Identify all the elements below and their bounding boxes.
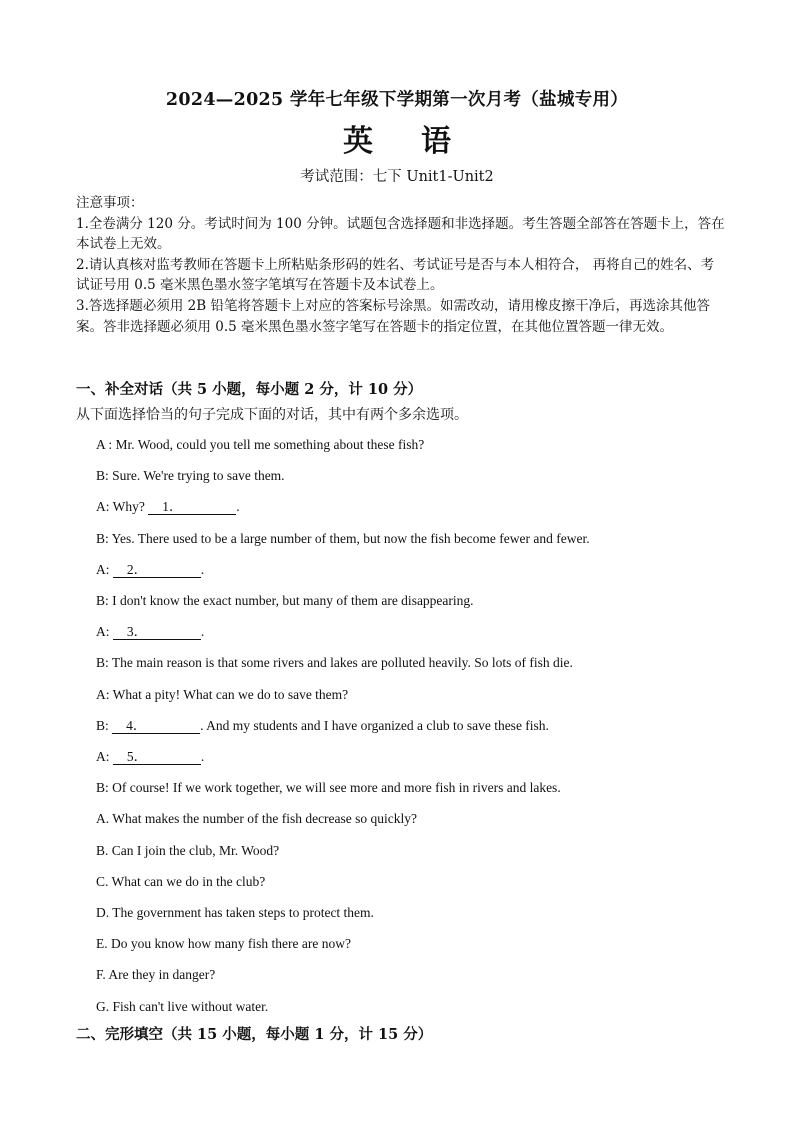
option-d: D. The government has taken steps to protect them.	[96, 905, 374, 920]
dialogue-prefix: A:	[96, 624, 113, 639]
dialogue-suffix: .	[236, 499, 240, 514]
exam-title: 2024—2025 学年七年级下学期第一次月考（盐城专用）	[165, 90, 629, 110]
dialogue-line: B: Of course! If we work together, we will see more and more fish in rivers and lakes.	[96, 780, 561, 795]
section-2-heading: 二、完形填空（共 15 小题，每小题 1 分，计 15 分）	[76, 1026, 433, 1043]
dialogue-line	[96, 749, 736, 765]
answer-blank-5[interactable]: 5．	[113, 750, 201, 765]
dialogue-suffix: . And my students and I have organized a club to save these fish.	[200, 718, 549, 733]
dialogue-suffix: .	[200, 624, 205, 639]
dialogue-suffix: .	[200, 562, 205, 577]
answer-blank-1[interactable]: 1．	[148, 500, 236, 515]
dialogue-line	[96, 499, 736, 515]
dialogue-line: B: I don't know the exact number, but many of them are disappearing.	[96, 593, 474, 608]
dialogue-line: B: The main reason is that some rivers and lakes are polluted heavily. So lots of fish die.	[96, 655, 573, 670]
notice-item: 1.全卷满分 120 分。考试时间为 100 分钟。试题包含选择题和非选择题。考生答题全部答在答题卡上，答在本试卷上无效。	[76, 215, 725, 253]
option-a: A. What makes the number of the fish decrease so quickly?	[96, 811, 418, 826]
option-e: E. Do you know how many fish there are now?	[96, 936, 351, 951]
notice-item: 2.请认真核对监考教师在答题卡上所粘贴条形码的姓名、考试证号是否与本人相符合， 再将自己的姓名、考试证号用 0.5 毫米黑色墨水签字笔填写在答题卡及本试卷上。	[76, 256, 715, 294]
notice-heading: 注意事项：	[76, 195, 144, 211]
dialogue-suffix: .	[200, 749, 205, 764]
dialogue-line: B: Yes. There used to be a large number of them, but now the fish become fewer and fewer.	[96, 531, 590, 546]
dialogue-line	[96, 624, 736, 640]
exam-scope: 考试范围：七下 Unit1-Unit2	[300, 169, 494, 185]
dialogue-line: A : Mr. Wood, could you tell me something about these fish?	[96, 437, 425, 452]
dialogue-prefix: A:	[96, 749, 113, 764]
section-1-heading: 一、补全对话（共 5 小题，每小题 2 分，计 10 分）	[76, 381, 423, 398]
dialogue-prefix: B:	[96, 718, 113, 733]
answer-blank-4[interactable]: 4．	[112, 719, 200, 734]
option-b: B. Can I join the club, Mr. Wood?	[96, 843, 280, 858]
dialogue-line	[96, 718, 736, 734]
answer-blank-3[interactable]: 3．	[113, 625, 201, 640]
notice-block	[76, 193, 726, 337]
option-f: F. Are they in danger?	[96, 967, 216, 982]
option-c: C. What can we do in the club?	[96, 874, 266, 889]
dialogue-line	[96, 562, 736, 578]
dialogue-prefix: A:	[96, 562, 113, 577]
dialogue-prefix: A: Why?	[96, 499, 149, 514]
subject-title: 英语	[343, 124, 499, 159]
section-1-instruction: 从下面选择恰当的句子完成下面的对话，其中有两个多余选项。	[76, 407, 468, 423]
option-g: G. Fish can't live without water.	[96, 999, 269, 1014]
answer-blank-2[interactable]: 2．	[113, 563, 201, 578]
dialogue-line: A: What a pity! What can we do to save them?	[96, 687, 349, 702]
dialogue-line: B: Sure. We're trying to save them.	[96, 468, 285, 483]
notice-item: 3.答选择题必须用 2B 铅笔将答题卡上对应的答案标号涂黑。如需改动，请用橡皮擦干净后，再选涂其他答案。答非选择题必须用 0.5 毫米黑色墨水签字笔写在答题卡的指定位置，在其他位置答题一律无效。	[76, 297, 710, 335]
